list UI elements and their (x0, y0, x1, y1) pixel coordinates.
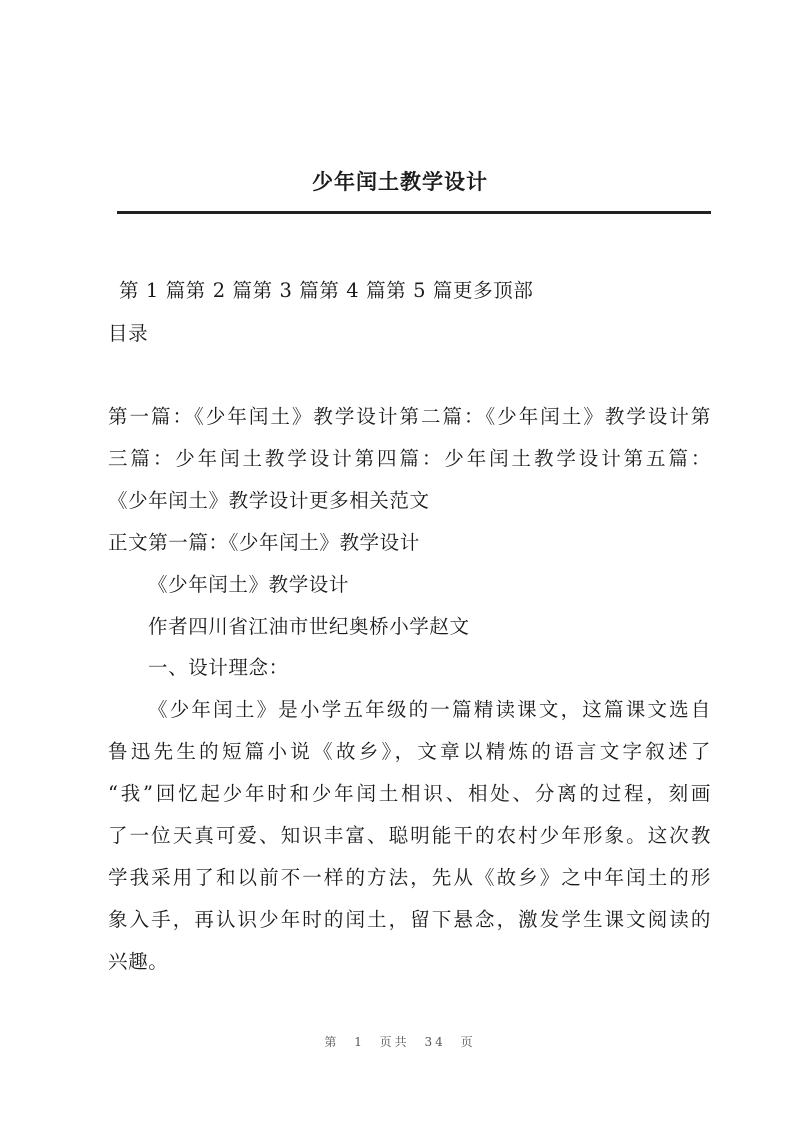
toc-heading: 目录 (108, 322, 149, 345)
body-heading: 正文第一篇：《少年闰土》教学设计 (108, 531, 420, 554)
footer-total-pages: 34 (424, 1035, 446, 1049)
page-footer (0, 1033, 800, 1050)
toc-line[interactable]: 三篇：少年闰土教学设计第四篇：少年闰土教学设计第五篇： (108, 447, 711, 470)
toc-line[interactable]: 第一篇：《少年闰土》教学设计第二篇：《少年闰土》教学设计第 (108, 405, 711, 428)
article-title: 《少年闰土》教学设计 (148, 573, 350, 596)
paragraph-line: “我”回忆起少年时和少年闰土相识、相处、分离的过程，刻画 (108, 782, 711, 805)
footer-page-number: 1 (354, 1035, 365, 1049)
paragraph-line: 《少年闰土》是小学五年级的一篇精读课文，这篇课文选自 (148, 698, 711, 721)
title-rule (117, 211, 711, 214)
document-title: 少年闰土教学设计 (312, 169, 488, 194)
footer-page-unit: 页共 (379, 1035, 410, 1049)
toc-line[interactable]: 《少年闰土》教学设计更多相关范文 (108, 489, 430, 512)
paragraph-line: 兴趣。 (108, 950, 169, 973)
section-heading: 一、设计理念： (148, 656, 289, 679)
author-line: 作者四川省江油市世纪奥桥小学赵文 (148, 615, 470, 638)
paragraph-line: 了一位天真可爱、知识丰富、聪明能干的农村少年形象。这次教 (108, 824, 711, 847)
paragraph-line: 象入手，再认识少年时的闰土，留下悬念，激发学生课文阅读的 (108, 908, 711, 931)
paragraph-line: 鲁迅先生的短篇小说《故乡》，文章以精炼的语言文字叙述了 (108, 740, 711, 763)
chapter-nav[interactable]: 第 1 篇第 2 篇第 3 篇第 4 篇第 5 篇更多顶部 (119, 279, 534, 302)
paragraph-line: 学我采用了和以前不一样的方法，先从《故乡》之中年闰土的形 (108, 866, 711, 889)
footer-total-unit: 页 (460, 1035, 476, 1049)
footer-page-label: 第 (324, 1035, 340, 1049)
